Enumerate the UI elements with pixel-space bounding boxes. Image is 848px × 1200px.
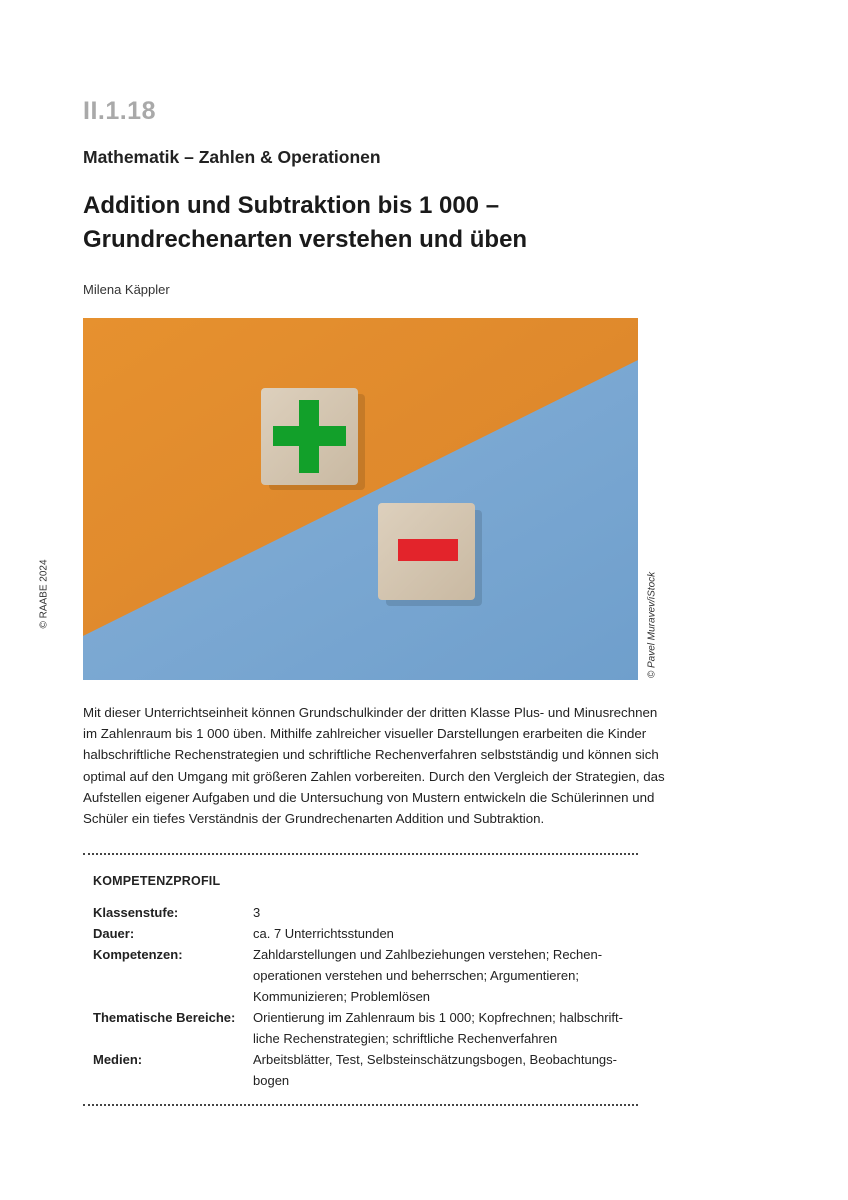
- author-name: Milena Käppler: [83, 282, 170, 297]
- profile-value-line: operationen verstehen und beherrschen; Argumentieren;: [253, 968, 579, 983]
- profile-row: [93, 1049, 638, 1091]
- title-line: Addition und Subtraktion bis 1 000 –: [83, 192, 500, 219]
- profile-value: [253, 902, 638, 923]
- cover-photo-art: [83, 318, 638, 680]
- page-title: [83, 189, 683, 257]
- divider-top: [83, 853, 638, 855]
- profile-row: [93, 923, 638, 944]
- profile-row: [93, 902, 638, 923]
- profile-value-line: liche Rechenstrategien; schriftliche Rechenverfahren: [253, 1031, 558, 1046]
- profile-label: Medien:: [93, 1052, 143, 1067]
- profile-value: [253, 944, 638, 1007]
- profile-value-line: 3: [253, 905, 261, 920]
- profile-label: Klassenstufe:: [93, 905, 179, 920]
- profile-heading: KOMPETENZPROFIL: [93, 874, 221, 888]
- profile-value-line: ca. 7 Unterrichtsstunden: [253, 926, 394, 941]
- divider-bottom: [83, 1104, 638, 1106]
- profile-label: Dauer:: [93, 926, 135, 941]
- profile-value-line: Orientierung im Zahlenraum bis 1 000; Kopfrechnen; halbschrift-: [253, 1010, 623, 1025]
- profile-value-line: bogen: [253, 1073, 290, 1088]
- unit-code: II.1.18: [83, 97, 156, 125]
- photo-credit: © Pavel Muravev/iStock: [646, 571, 658, 679]
- intro-paragraph: [83, 702, 665, 829]
- profile-value: [253, 1007, 638, 1049]
- intro-line: im Zahlenraum bis 1 000 üben. Mithilfe zahlreicher visueller Darstellungen erarbeiten die Kinder: [83, 726, 647, 742]
- profile-value: [253, 1049, 638, 1091]
- intro-line: Mit dieser Unterrichtseinheit können Grundschulkinder der dritten Klasse Plus- und Minusrechnen: [83, 705, 658, 720]
- competence-profile: [93, 902, 638, 1091]
- copyright-notice: © RAABE 2024: [38, 559, 50, 629]
- profile-value-line: Kommunizieren; Problemlösen: [253, 989, 431, 1004]
- profile-row: [93, 944, 638, 1007]
- intro-line: optimal auf den Umgang mit größeren Zahlen vorbereiten. Durch den Vergleich der Strategien, das: [83, 768, 665, 784]
- title-line: Grundrechenarten verstehen und üben: [83, 226, 528, 253]
- profile-value-line: Zahldarstellungen und Zahlbeziehungen verstehen; Rechen-: [253, 947, 603, 962]
- intro-line: halbschriftliche Rechenstrategien und schriftliche Rechenverfahren selbstständig und können sich: [83, 747, 659, 763]
- plus-block-icon: [261, 388, 365, 490]
- cover-photo: [83, 318, 638, 680]
- profile-value-line: Arbeitsblätter, Test, Selbsteinschätzungsbogen, Beobachtungs-: [253, 1052, 617, 1067]
- profile-value: [253, 923, 638, 944]
- intro-line: Schüler ein tiefes Verständnis der Grundrechenarten Addition und Subtraktion.: [83, 811, 545, 827]
- profile-label: Thematische Bereiche:: [93, 1010, 236, 1025]
- subject-heading: Mathematik – Zahlen & Operationen: [83, 147, 381, 167]
- profile-row: [93, 1007, 638, 1049]
- intro-line: Aufstellen eigener Aufgaben und die Untersuchung von Mustern entwickeln die Schülerinnen und: [83, 789, 655, 805]
- profile-label: Kompetenzen:: [93, 947, 183, 962]
- minus-block-icon: [378, 503, 482, 606]
